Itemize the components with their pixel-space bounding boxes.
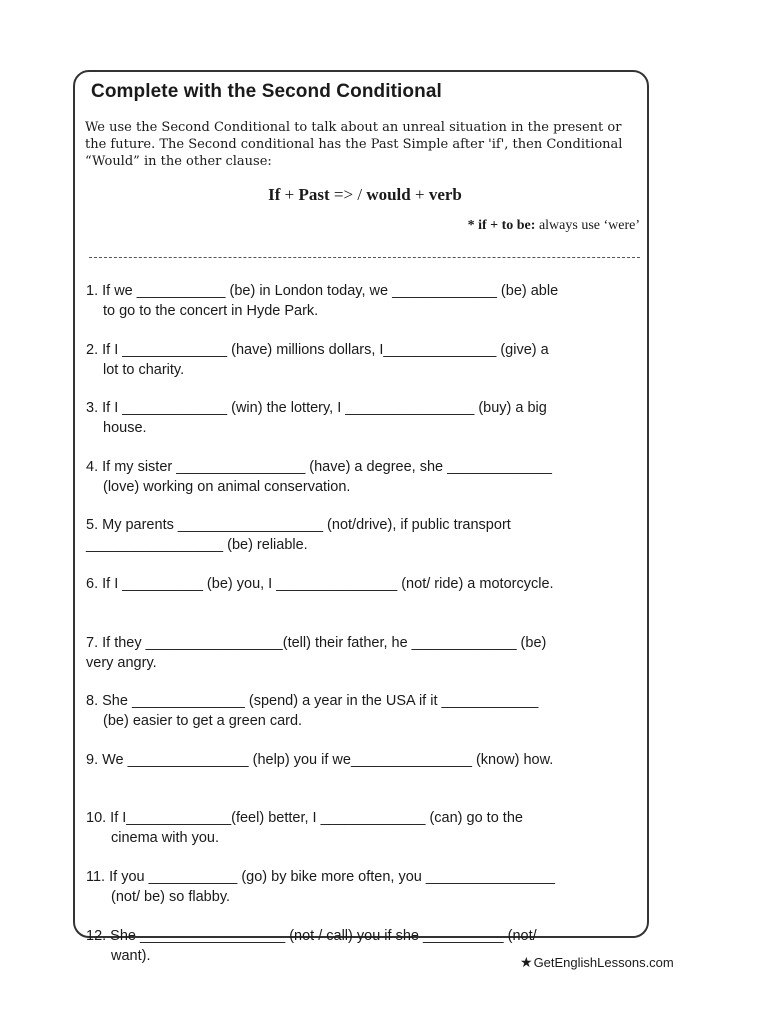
exercise-line-2: want). xyxy=(111,947,151,964)
exercise-line-2: (not/ be) so flabby. xyxy=(111,888,231,905)
exercise-item xyxy=(86,808,642,867)
intro-paragraph: We use the Second Conditional to talk about an unreal situation in the present or the future. The Second conditional has the Past Simple after 'if', then Conditional “Would” in the other clause: xyxy=(85,120,623,169)
exercise-line-1: 7. If they _________________(tell) their father, he _____________ (be) xyxy=(86,634,547,651)
dashed-divider xyxy=(89,257,640,258)
footer-credit xyxy=(520,954,674,971)
exercise-item xyxy=(86,340,642,399)
exercise-line-2: lot to charity. xyxy=(103,361,185,378)
exercise-line-1: 3. If I _____________ (win) the lottery, I ________________ (buy) a big xyxy=(86,400,547,417)
exercise-line-1: 9. We _______________ (help) you if we_______________ (know) how. xyxy=(86,751,554,768)
exercise-item xyxy=(86,691,642,750)
exercise-line-2: cinema with you. xyxy=(111,830,219,847)
exercise-item xyxy=(86,281,642,340)
exercise-line-1: 12. She __________________ (not / call) you if she __________ (not/ xyxy=(86,927,537,944)
formula-plus: + xyxy=(284,185,295,204)
exercise-line-1: 4. If my sister ________________ (have) a degree, she _____________ xyxy=(86,458,552,475)
exercise-line-2: house. xyxy=(103,420,147,437)
exercise-line-2: _________________ (be) reliable. xyxy=(86,537,308,554)
formula-past: Past xyxy=(298,185,330,204)
exercise-line-1: 1. If we ___________ (be) in London today, we _____________ (be) able xyxy=(86,283,559,299)
exercise-line-2: (love) working on animal conservation. xyxy=(103,478,351,495)
exercise-line-1: 11. If you ___________ (go) by bike more often, you ________________ xyxy=(86,868,555,885)
formula-would: would xyxy=(366,185,411,204)
note-text: always use ‘were’ xyxy=(538,218,640,233)
exercise-item xyxy=(86,457,642,516)
exercise-line-1: 2. If I _____________ (have) millions dollars, I______________ (give) a xyxy=(86,341,549,358)
exercise-item xyxy=(86,515,642,574)
formula-plus-2: + xyxy=(414,185,425,204)
exercise-line-2: very angry. xyxy=(86,654,157,671)
exercise-line-2: to go to the concert in Hyde Park. xyxy=(103,303,319,319)
exercise-line-1: 5. My parents __________________ (not/drive), if public transport xyxy=(86,517,511,534)
exercise-list xyxy=(86,281,642,984)
exercise-item xyxy=(86,750,642,809)
exercise-line-1: 6. If I __________ (be) you, I _______________ (not/ ride) a motorcycle. xyxy=(86,575,554,592)
note-label: * if + to be: xyxy=(467,218,536,233)
formula-if: If xyxy=(268,185,281,204)
footer-text: GetEnglishLessons.com xyxy=(533,955,674,970)
page-title: Complete with the Second Conditional xyxy=(91,81,442,102)
exercise-item xyxy=(86,633,642,692)
formula-arrow: => / xyxy=(333,185,363,204)
to-be-note xyxy=(468,218,640,234)
exercise-line-1: 10. If I_____________(feel) better, I _____________ (can) go to the xyxy=(86,810,523,827)
formula xyxy=(85,185,645,205)
star-icon: ★ xyxy=(520,954,533,970)
exercise-line-2: (be) easier to get a green card. xyxy=(103,713,303,730)
exercise-item xyxy=(86,398,642,457)
exercise-line-1: 8. She ______________ (spend) a year in the USA if it ____________ xyxy=(86,693,539,710)
formula-verb: verb xyxy=(428,185,462,204)
exercise-item xyxy=(86,574,642,633)
exercise-item xyxy=(86,867,642,926)
